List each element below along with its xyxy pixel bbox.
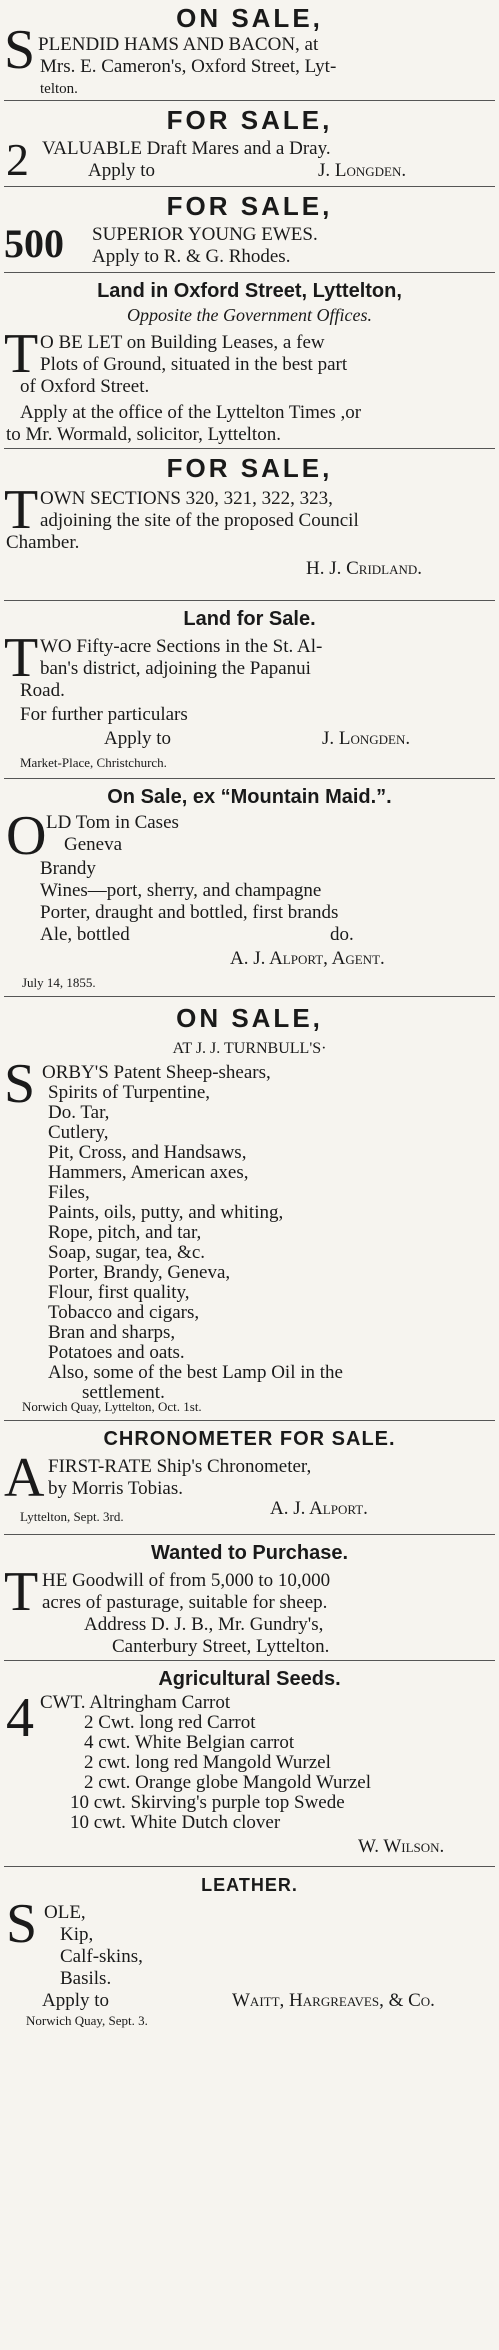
ad-text-line: by Morris Tobias. [48,1478,184,1499]
ad-signature: W. Wilson. [358,1836,445,1857]
list-item: 10 cwt. White Dutch clover [70,1812,281,1833]
list-item: Paints, oils, putty, and whiting, [48,1202,284,1223]
list-item: settlement. [82,1382,165,1403]
list-item: 2 cwt. Orange globe Mangold Wurzel [84,1772,371,1793]
ad-heading: ON SALE, [176,3,323,33]
ad-text-line: Chamber. [6,532,80,553]
ad-text-line: ban's district, adjoining the Papanui [40,658,311,679]
list-item: ORBY'S Patent Sheep-shears, [42,1062,271,1083]
divider [4,600,495,601]
drop-cap: 4 [6,1687,34,1749]
drop-cap: S [4,19,36,81]
ad-land-for-sale [0,604,499,776]
ad-text-line: Road. [20,680,65,701]
divider [4,778,495,779]
list-item: Spirits of Turpentine, [48,1082,211,1103]
ad-heading: FOR SALE, [166,453,333,483]
ad-text-line: Apply to [42,1990,110,2011]
ad-heading: Land for Sale. [183,608,316,630]
ad-text-line: O BE LET on Building Leases, a few [40,332,325,353]
ad-text-line: Canterbury Street, Lyttelton. [112,1636,330,1657]
ad-text-line: Brandy [40,858,96,879]
drop-cap: A [4,1447,45,1509]
ad-footer: Market-Place, Christchurch. [20,755,167,770]
ad-text-line: Apply to [88,160,156,181]
list-item: Soap, sugar, tea, &c. [48,1242,206,1263]
ad-mountain-maid [0,782,499,994]
ad-footer: Norwich Quay, Sept. 3. [26,2013,148,2028]
ad-text-line: Mrs. E. Cameron's, Oxford Street, Lyt- [40,56,337,77]
ad-text-line: adjoining the site of the proposed Council [40,510,359,531]
ad-text-line: Apply to R. & G. Rhodes. [92,246,291,267]
ad-text-line: HE Goodwill of from 5,000 to 10,000 [42,1570,331,1591]
ad-hams-bacon [0,0,499,97]
drop-cap: 2 [6,134,29,185]
ad-heading: Agricultural Seeds. [158,1668,341,1690]
ad-subheading: AT J. J. TURNBULL'S· [172,1040,327,1057]
list-item: CWT. Altringham Carrot [40,1692,231,1713]
ad-text-line: Basils. [60,1968,112,1989]
ad-agricultural-seeds [0,1664,499,1860]
ad-wanted-to-purchase [0,1538,499,1656]
ad-town-sections [0,452,499,600]
list-item: 4 cwt. White Belgian carrot [84,1732,295,1753]
list-item: Also, some of the best Lamp Oil in the [48,1362,343,1383]
list-item: Files, [48,1182,90,1203]
ad-text-line: OLE, [44,1902,86,1923]
ad-leather [0,1870,499,2028]
ad-text-line: of Oxford Street. [20,376,150,397]
divider [4,100,495,101]
ad-heading: LEATHER. [201,1875,298,1895]
list-item: Rope, pitch, and tar, [48,1222,202,1243]
drop-cap: T [4,323,39,385]
divider [4,1534,495,1535]
drop-cap: S [6,1893,38,1955]
list-item: Porter, Brandy, Geneva, [48,1262,231,1283]
list-item: Do. Tar, [48,1102,110,1123]
ad-heading: FOR SALE, [166,105,333,135]
drop-cap: 500 [4,221,64,266]
ad-draft-mares [0,104,499,185]
list-item: Pit, Cross, and Handsaws, [48,1142,247,1163]
ad-text-line: WO Fifty-acre Sections in the St. Al- [40,636,323,657]
ad-text-line: Porter, draught and bottled, first brands [40,902,339,923]
ad-heading: Land in Oxford Street, Lyttelton, [97,280,402,302]
ad-text-line: PLENDID HAMS AND BACON, at [38,34,319,55]
ad-young-ewes [0,190,499,270]
ad-text-line: LD Tom in Cases [46,812,179,833]
ad-text-line: Kip, [60,1924,94,1945]
ad-text-line: FIRST-RATE Ship's Chronometer, [48,1456,312,1477]
list-item: 2 Cwt. long red Carrot [84,1712,256,1733]
ad-text-line: Apply to [104,728,172,749]
ad-subheading: Opposite the Government Offices. [127,305,372,325]
list-item: Hammers, American axes, [48,1162,249,1183]
ad-heading: ON SALE, [176,1003,323,1033]
list-item: Bran and sharps, [48,1322,176,1343]
ad-date: July 14, 1855. [22,975,96,990]
divider [4,1660,495,1661]
ad-heading: Wanted to Purchase. [150,1542,349,1564]
ad-heading: On Sale, ex “Mountain Maid.”. [107,786,392,808]
ad-text-line: Plots of Ground, situated in the best part [40,354,348,375]
ad-text-line: Ale, bottled [40,924,130,945]
ad-text-line: Apply at the office of the Lyttelton Times ,or [20,402,362,423]
divider [4,1420,495,1421]
ad-chronometer [0,1424,499,1534]
ad-date: Lyttelton, Sept. 3rd. [20,1509,124,1524]
divider [4,996,495,997]
ad-signature: J. Longden. [322,728,411,749]
ad-text-line: to Mr. Wormald, solicitor, Lyttelton. [6,424,281,445]
list-item: Tobacco and cigars, [48,1302,200,1323]
ad-land-oxford-street [0,276,499,444]
drop-cap: T [4,1561,39,1623]
ad-signature: Waitt, Hargreaves, & Co. [232,1990,435,2011]
ad-signature: H. J. Cridland. [306,558,423,579]
list-item: 2 cwt. long red Mangold Wurzel [84,1752,331,1773]
ad-text-line: Wines—port, sherry, and champagne [40,880,322,901]
divider [4,272,495,273]
divider [4,448,495,449]
ad-text-line: do. [330,924,354,945]
list-item: 10 cwt. Skirving's purple top Swede [70,1792,345,1813]
list-item: Cutlery, [48,1122,109,1143]
ad-heading: CHRONOMETER FOR SALE. [103,1428,396,1450]
list-item: Flour, first quality, [48,1282,190,1303]
drop-cap: T [4,627,39,689]
ad-heading: FOR SALE, [166,191,333,221]
ad-signature: A. J. Alport, Agent. [230,948,385,969]
ad-text-line: Geneva [64,834,123,855]
ad-text-line: OWN SECTIONS 320, 321, 322, 323, [40,488,333,509]
ad-signature: J. Longden. [318,160,407,181]
ad-footer: Norwich Quay, Lyttelton, Oct. 1st. [22,1399,202,1414]
ad-text-line: For further particulars [20,704,188,725]
ad-text-line: telton. [40,81,78,97]
ad-signature: A. J. Alport. [270,1498,368,1519]
drop-cap: S [4,1053,36,1115]
ad-text-line: VALUABLE Draft Mares and a Dray. [42,138,331,159]
ad-turnbull-on-sale [0,1000,499,1418]
ad-text-line: acres of pasturage, suitable for sheep. [42,1592,328,1613]
ad-text-line: Calf-skins, [60,1946,143,1967]
divider [4,186,495,187]
ad-text-line: Address D. J. B., Mr. Gundry's, [84,1614,324,1635]
drop-cap: O [6,805,47,867]
drop-cap: T [4,479,39,541]
divider [4,1866,495,1867]
ad-text-line: SUPERIOR YOUNG EWES. [92,224,318,245]
list-item: Potatoes and oats. [48,1342,185,1363]
